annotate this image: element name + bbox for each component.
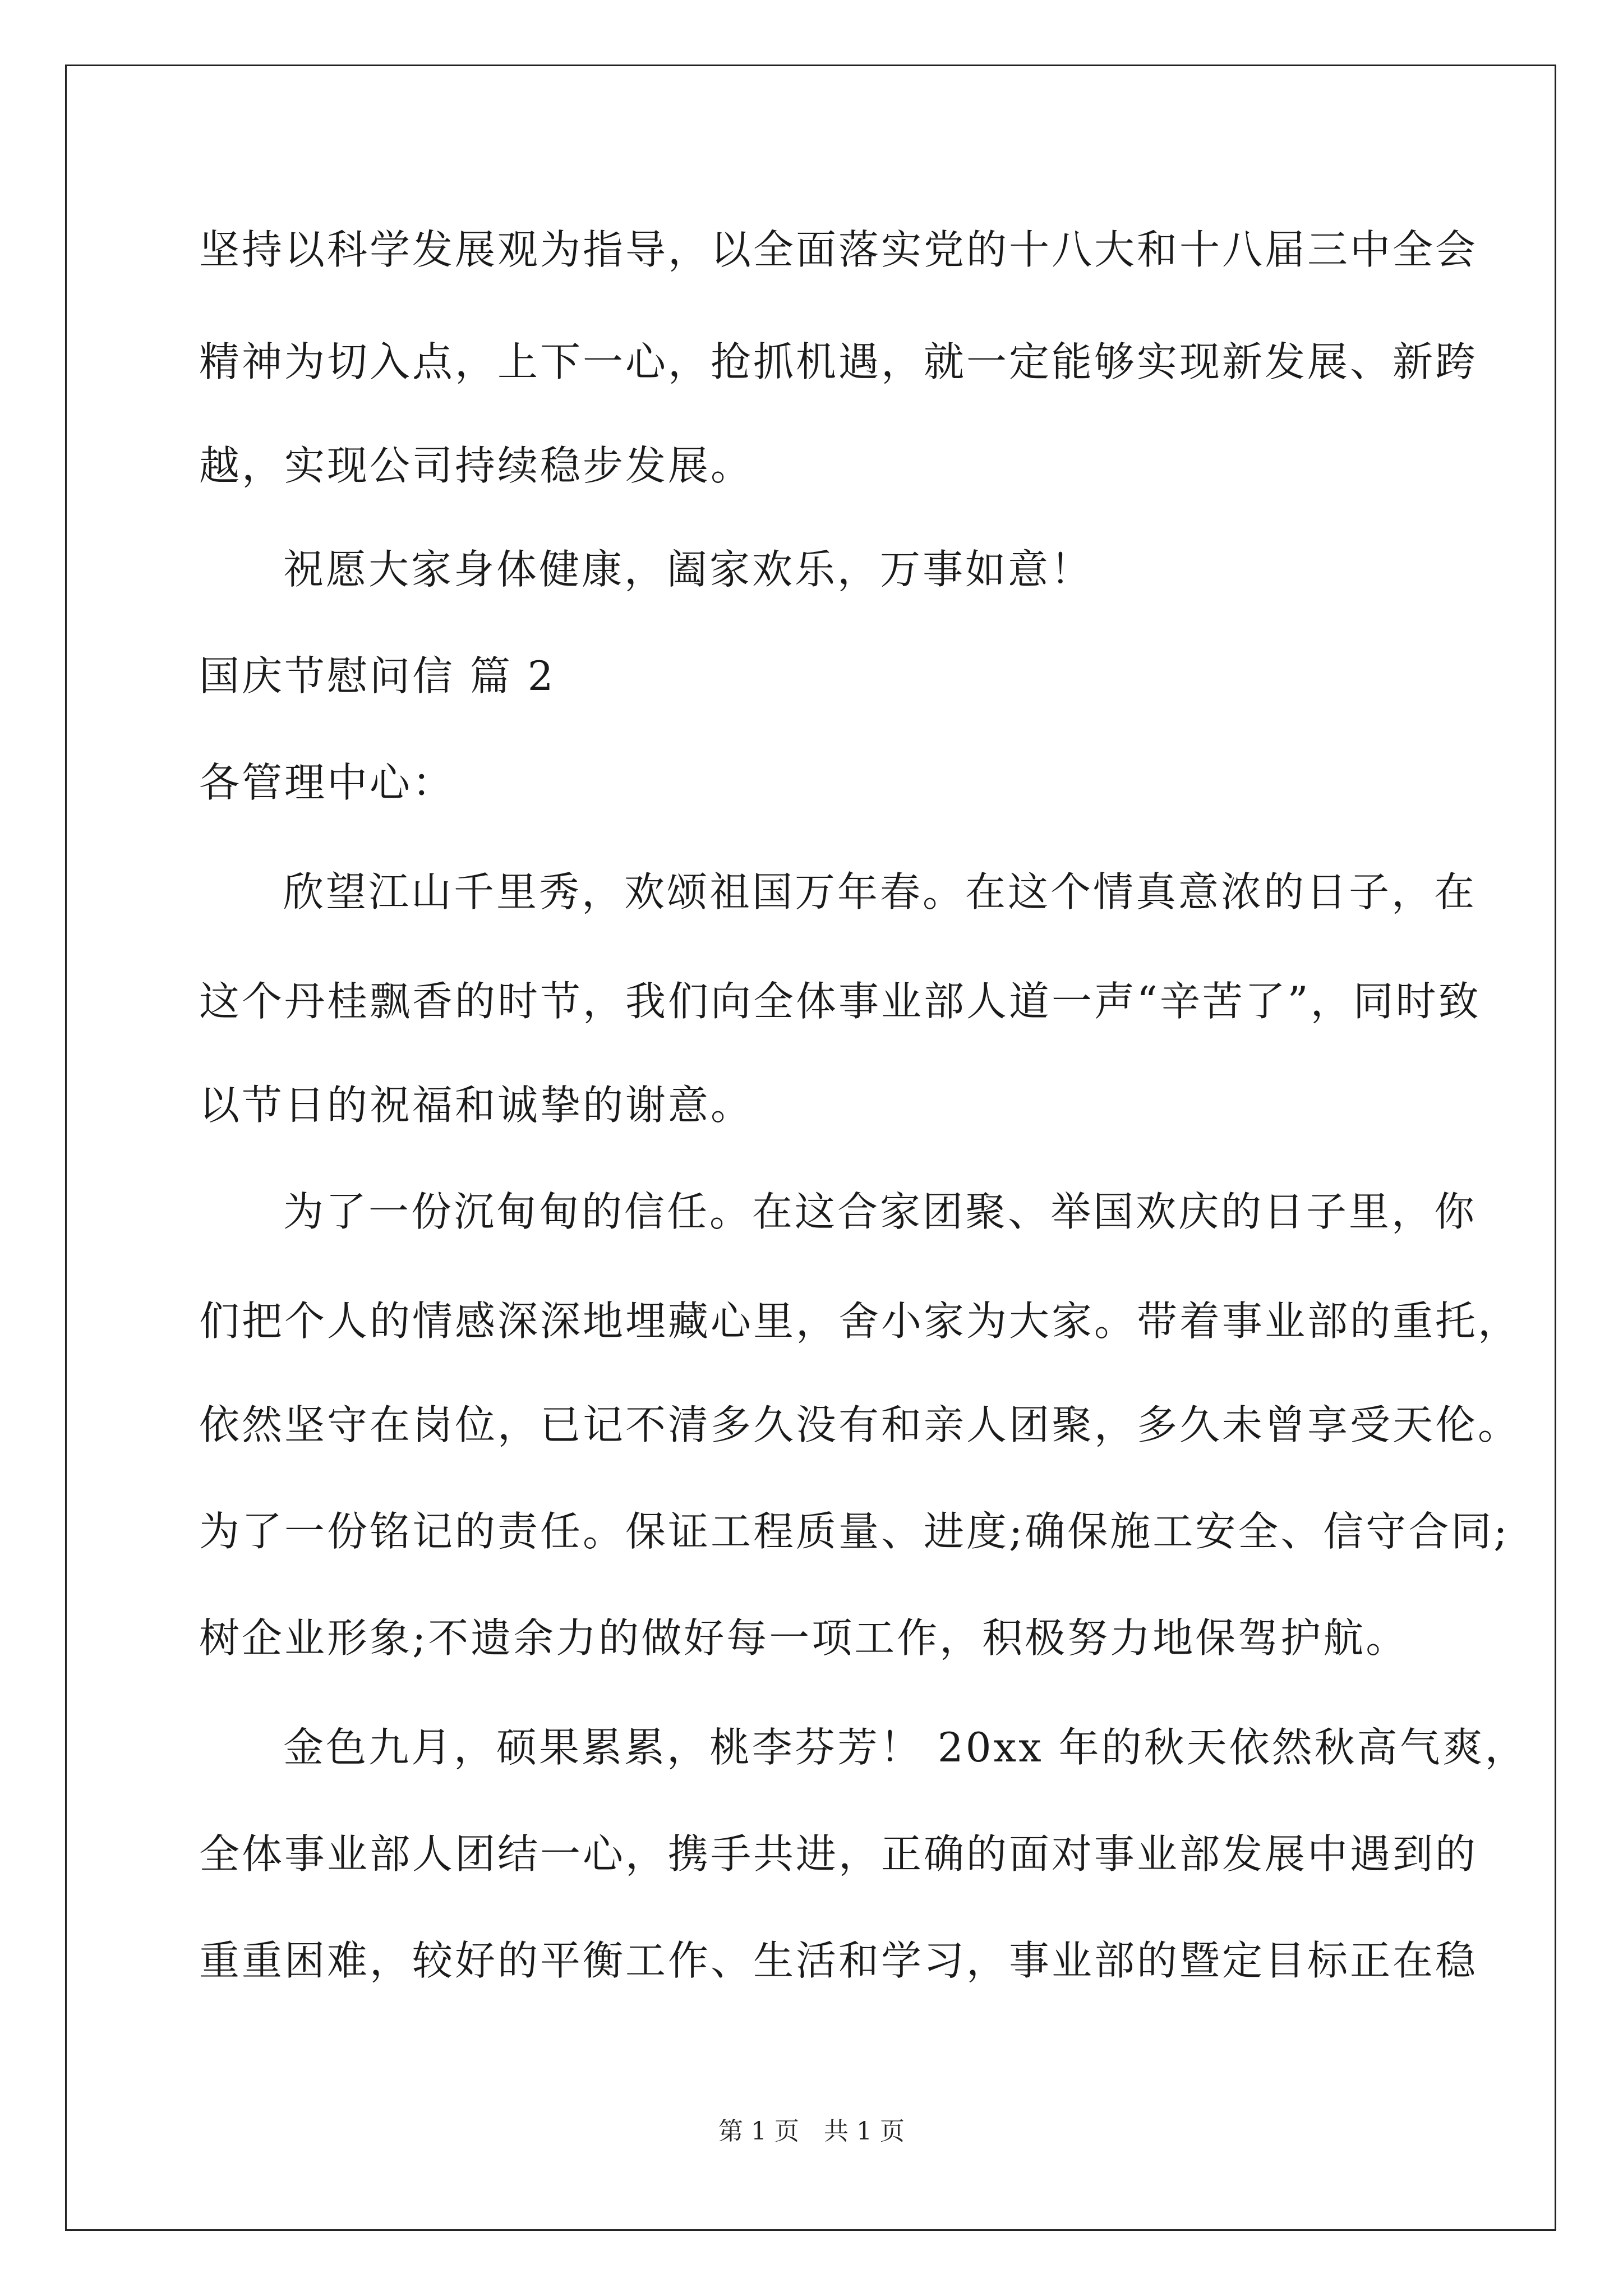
text-line: 们把个人的情感深深地埋藏心里，舍小家为大家。带着事业部的重托， — [199, 1297, 1521, 1345]
text-line: 重重困难，较好的平衡工作、生活和学习，事业部的暨定目标正在稳 — [199, 1937, 1478, 1984]
text-line: 为了一份沉甸甸的信任。在这合家团聚、举国欢庆的日子里，你 — [283, 1188, 1477, 1235]
text-line: 为了一份铭记的责任。保证工程质量、进度;确保施工安全、信守合同; — [199, 1508, 1510, 1555]
page-number-footer: 第 1 页 共 1 页 — [718, 2117, 905, 2146]
text-line: 树企业形象;不遗余力的做好每一项工作，积极努力地保驾护航。 — [199, 1614, 1409, 1662]
section-heading: 国庆节慰问信 篇 2 — [199, 652, 556, 700]
text-line: 欣望江山千里秀，欢颂祖国万年春。在这个情真意浓的日子，在 — [283, 868, 1477, 915]
text-line: 精神为切入点，上下一心，抢抓机遇，就一定能够实现新发展、新跨 — [199, 338, 1478, 385]
text-line: 这个丹桂飘香的时节，我们向全体事业部人道一声“辛苦了”，同时致 — [199, 978, 1481, 1025]
text-line: 坚持以科学发展观为指导，以全面落实党的十八大和十八届三中全会 — [199, 226, 1478, 273]
text-line: 祝愿大家身体健康，阖家欢乐，万事如意！ — [283, 546, 1094, 593]
salutation: 各管理中心： — [199, 759, 455, 806]
text-line: 全体事业部人团结一心，携手共进，正确的面对事业部发展中遇到的 — [199, 1830, 1478, 1878]
text-line: 越，实现公司持续稳步发展。 — [199, 442, 754, 489]
text-line: 依然坚守在岗位，已记不清多久没有和亲人团聚，多久未曾享受天伦。 — [199, 1401, 1521, 1448]
text-line: 金色九月，硕果累累，桃李芬芳！ 20xx 年的秋天依然秋高气爽， — [283, 1724, 1528, 1771]
text-line: 以节日的祝福和诚挚的谢意。 — [199, 1082, 754, 1129]
